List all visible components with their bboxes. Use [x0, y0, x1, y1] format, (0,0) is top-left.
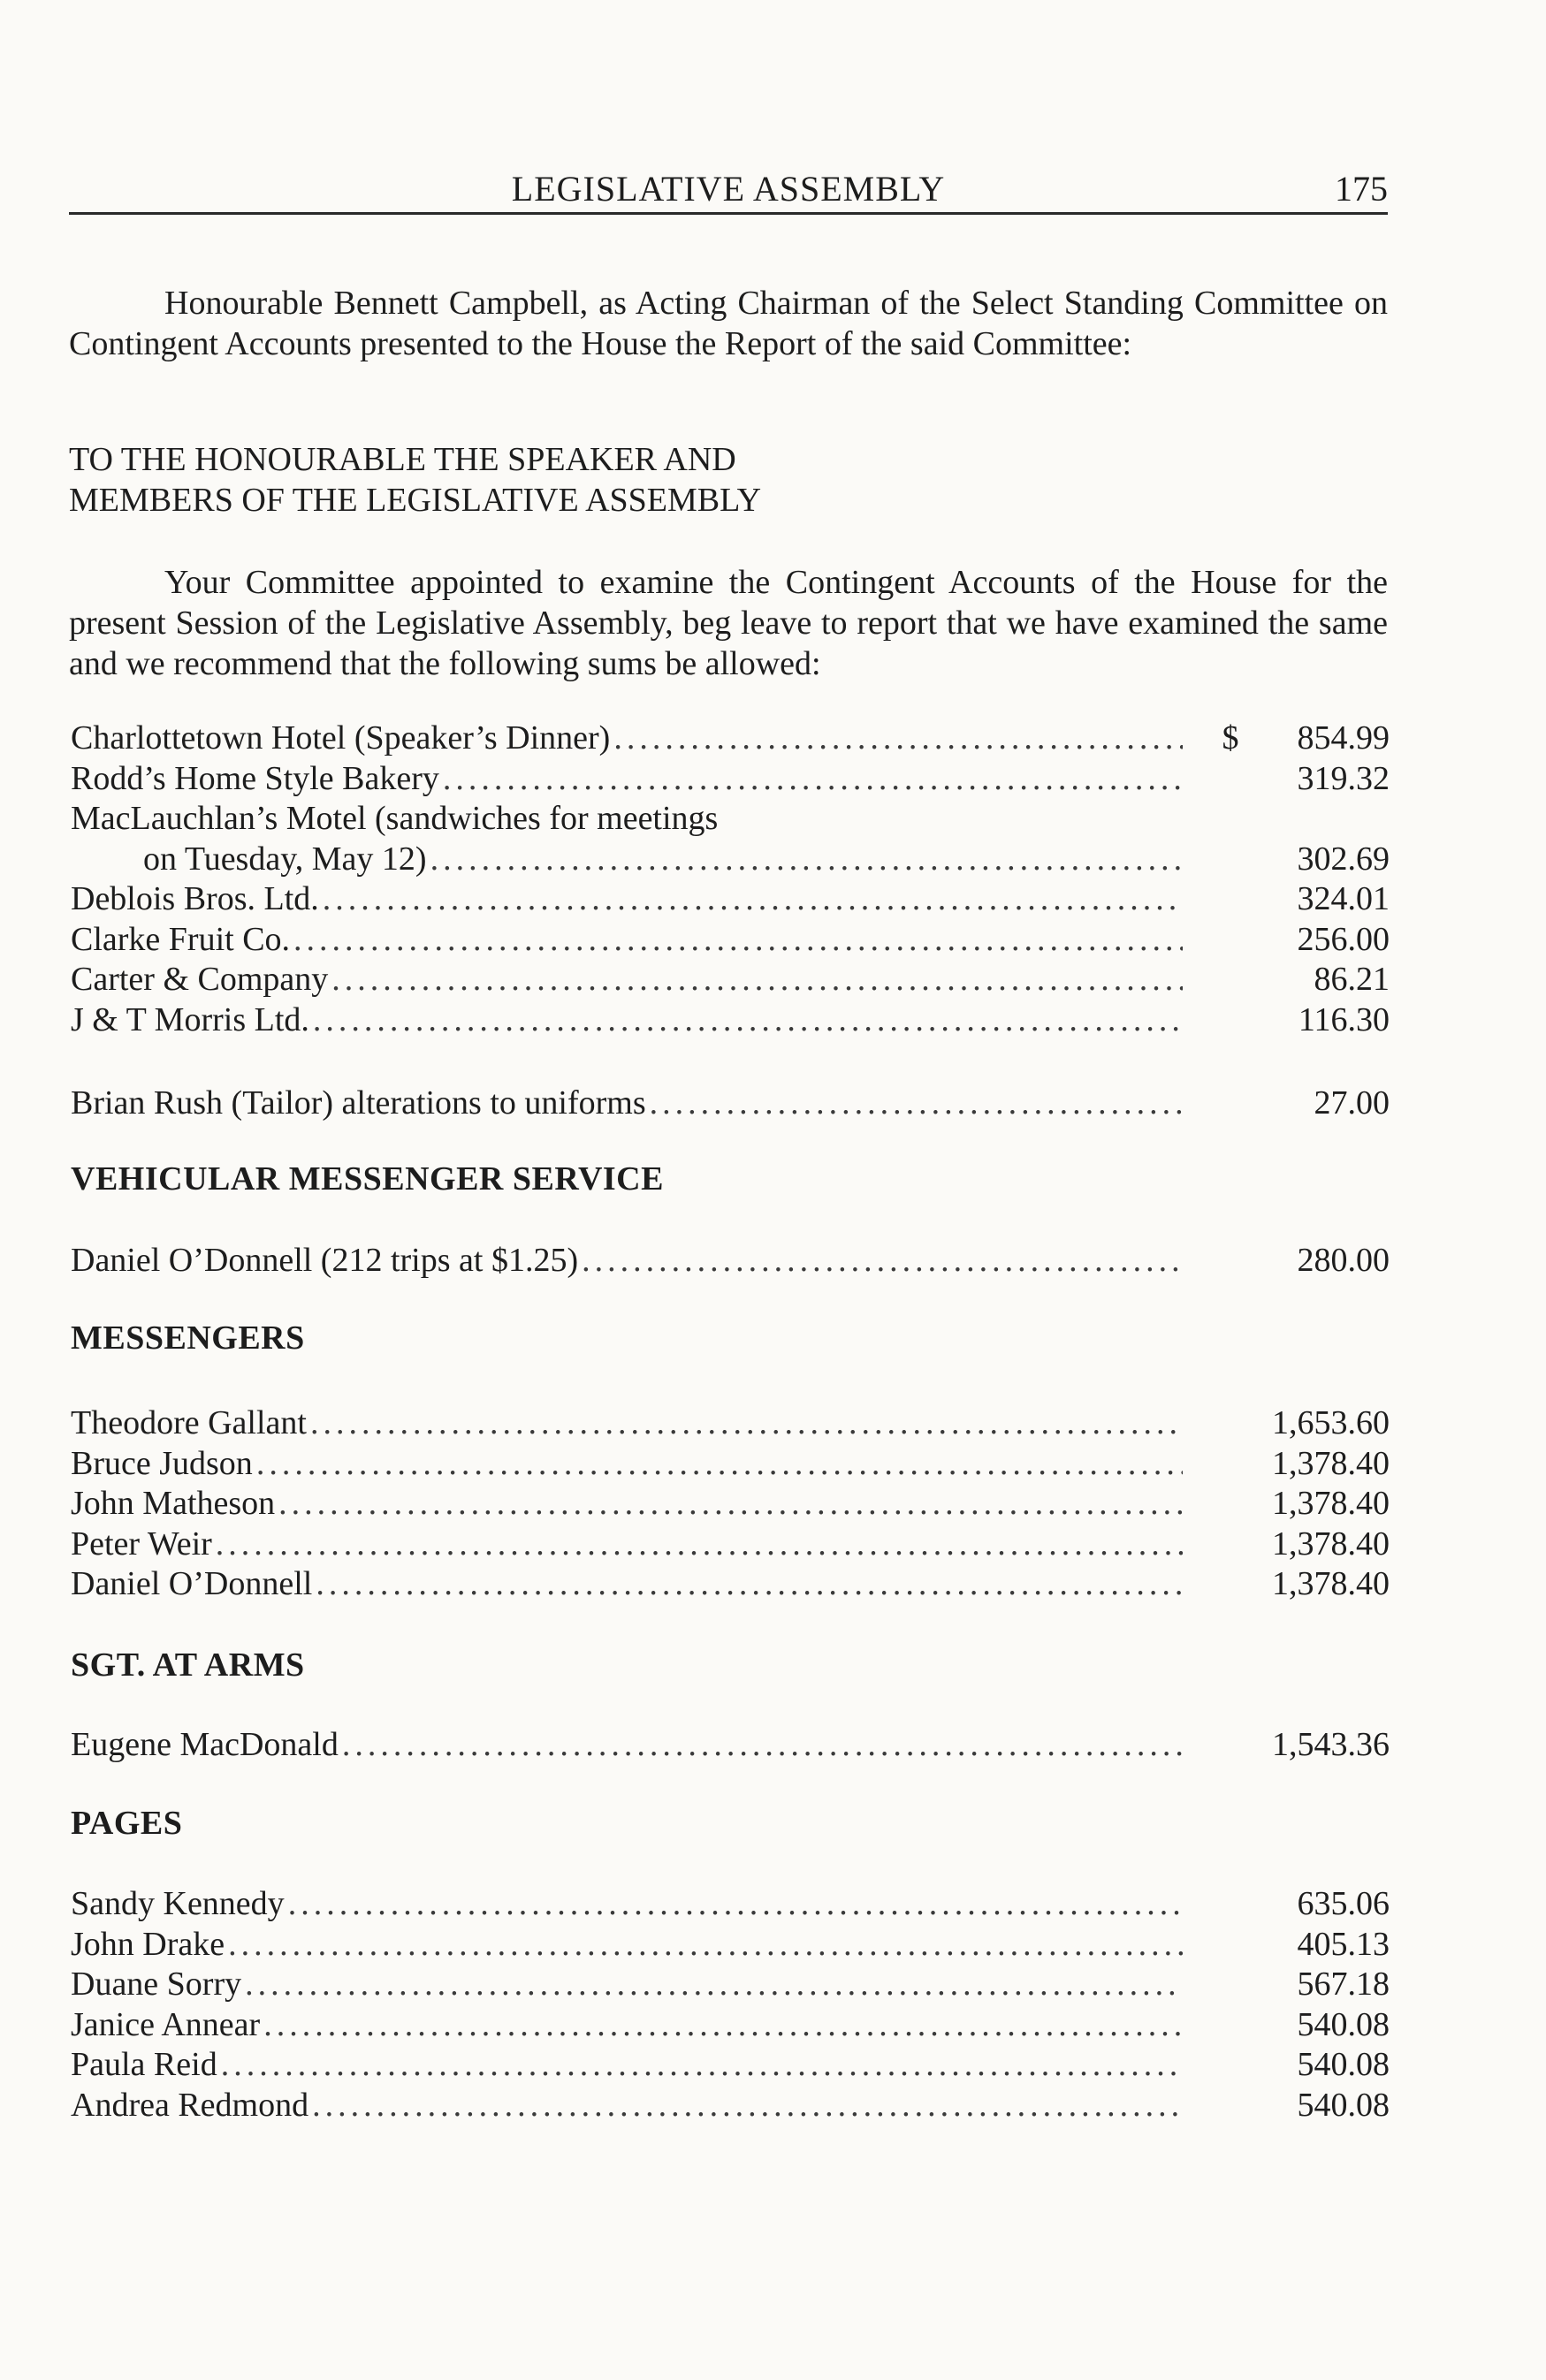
item-label: MacLauchlan’s Motel (sandwiches for meetings — [71, 800, 719, 837]
item-label: Paula Reid — [71, 2046, 217, 2083]
item-amount: 635.06 — [1297, 1885, 1390, 1922]
dot-leader — [312, 1564, 1183, 1605]
list-item — [71, 1241, 1390, 1281]
item-label: Brian Rush (Tailor) alterations to uniforms — [71, 1084, 646, 1122]
item-amount: 324.01 — [1297, 880, 1390, 917]
dot-leader — [241, 1965, 1183, 2005]
item-amount: 302.69 — [1297, 840, 1390, 878]
list-item — [71, 719, 1390, 759]
page-number: 175 — [1335, 169, 1388, 209]
item-label: Andrea Redmond — [71, 2086, 309, 2124]
item-amount: 319.32 — [1297, 759, 1390, 797]
item-label: J & T Morris Ltd. — [71, 1000, 309, 1038]
dot-leader — [328, 960, 1183, 1000]
dot-leader — [307, 1403, 1183, 1444]
list-item — [71, 1965, 1390, 2005]
dot-leader — [212, 1525, 1183, 1565]
dot-leader — [339, 1725, 1183, 1766]
item-amount: 116.30 — [1298, 1000, 1390, 1038]
item-amount: 86.21 — [1314, 961, 1390, 998]
item-amount: 1,378.40 — [1272, 1444, 1390, 1482]
accounts-list — [71, 719, 1390, 1040]
tailor-list — [71, 1084, 1390, 1124]
currency-symbol: $ — [1222, 719, 1239, 757]
item-label: Eugene MacDonald — [71, 1726, 339, 1763]
list-item — [71, 1444, 1390, 1485]
dot-leader — [225, 1925, 1183, 1966]
item-amount: 540.08 — [1297, 2086, 1390, 2124]
list-item — [71, 879, 1390, 920]
item-label: John Drake — [71, 1925, 225, 1963]
item-label: Sandy Kennedy — [71, 1885, 285, 1922]
item-amount: 280.00 — [1297, 1242, 1390, 1279]
item-label: Deblois Bros. Ltd. — [71, 880, 319, 917]
item-label: Carter & Company — [71, 961, 329, 998]
list-item — [71, 759, 1390, 800]
item-label: Peter Weir — [71, 1525, 212, 1563]
item-amount: 1,378.40 — [1272, 1525, 1390, 1563]
item-amount: 256.00 — [1297, 920, 1390, 958]
dot-leader — [578, 1241, 1183, 1281]
address-line-1: TO THE HONOURABLE THE SPEAKER AND — [69, 441, 736, 478]
list-item — [71, 1564, 1390, 1605]
dot-leader — [319, 879, 1183, 920]
item-label: Daniel O’Donnell — [71, 1565, 313, 1602]
item-label: Charlottetown Hotel (Speaker’s Dinner) — [71, 719, 611, 757]
address-block — [69, 439, 1388, 521]
section-heading-sgt-at-arms: SGT. AT ARMS — [71, 1646, 305, 1684]
pages-list — [71, 1884, 1390, 2125]
list-item — [71, 1925, 1390, 1966]
item-amount: 1,653.60 — [1272, 1404, 1390, 1441]
item-label: Duane Sorry — [71, 1966, 242, 2003]
item-amount: 540.08 — [1297, 2005, 1390, 2043]
list-item — [71, 1525, 1390, 1565]
list-item — [71, 1000, 1390, 1041]
list-item — [71, 799, 1390, 840]
item-amount: 854.99 — [1297, 719, 1390, 757]
item-amount: 1,378.40 — [1272, 1485, 1390, 1522]
section-heading-pages: PAGES — [71, 1805, 183, 1842]
list-item — [71, 1884, 1390, 1925]
intro-paragraph: Honourable Bennett Campbell, as Acting Chairman of the Select Standing Committee on Contingent Accounts presented to the House the Report of the said Committee: — [69, 285, 1388, 362]
dot-leader — [646, 1084, 1183, 1124]
list-item — [71, 1084, 1390, 1124]
item-label: Bruce Judson — [71, 1444, 253, 1482]
item-label: Daniel O’Donnell (212 trips at $1.25) — [71, 1242, 579, 1279]
dot-leader — [285, 1884, 1183, 1925]
list-item — [71, 1725, 1390, 1766]
item-label: Rodd’s Home Style Bakery — [71, 759, 439, 797]
dot-leader — [427, 840, 1183, 880]
running-header — [69, 168, 1388, 215]
list-item — [71, 1484, 1390, 1525]
item-label: John Matheson — [71, 1485, 276, 1522]
dot-leader — [309, 1000, 1183, 1041]
list-item — [71, 2005, 1390, 2046]
dot-leader — [439, 759, 1183, 800]
list-item — [71, 2045, 1390, 2086]
sgt-list — [71, 1725, 1390, 1766]
dot-leader — [260, 2005, 1183, 2046]
item-label: Janice Annear — [71, 2005, 261, 2043]
messengers-list — [71, 1403, 1390, 1605]
item-label: Clarke Fruit Co. — [71, 920, 291, 958]
header-title: LEGISLATIVE ASSEMBLY — [511, 169, 946, 209]
item-label: Theodore Gallant — [71, 1404, 307, 1441]
dot-leader — [253, 1444, 1183, 1485]
dot-leader — [610, 719, 1183, 759]
item-amount: 1,543.36 — [1272, 1726, 1390, 1763]
section-heading-vehicular: VEHICULAR MESSENGER SERVICE — [71, 1160, 664, 1198]
list-item — [71, 840, 1390, 880]
item-amount: 27.00 — [1314, 1084, 1390, 1122]
report-paragraph: Your Committee appointed to examine the Contingent Accounts of the House for the present Session of the Legislative Assembly, beg leave to report that we have examined the same and we recommend that the following sums be allowed: — [69, 564, 1388, 682]
item-amount: 1,378.40 — [1272, 1565, 1390, 1602]
list-item — [71, 1403, 1390, 1444]
address-line-2: MEMBERS OF THE LEGISLATIVE ASSEMBLY — [69, 482, 762, 519]
item-amount: 405.13 — [1297, 1925, 1390, 1963]
list-item — [71, 2086, 1390, 2126]
item-amount: 567.18 — [1297, 1966, 1390, 2003]
dot-leader — [290, 920, 1183, 961]
dot-leader — [217, 2045, 1183, 2086]
dot-leader — [308, 2086, 1183, 2126]
list-item — [71, 920, 1390, 961]
section-heading-messengers: MESSENGERS — [71, 1319, 305, 1357]
dot-leader — [275, 1484, 1183, 1525]
item-amount: 540.08 — [1297, 2046, 1390, 2083]
vehicular-list — [71, 1241, 1390, 1281]
item-label: on Tuesday, May 12) — [143, 840, 427, 878]
list-item — [71, 960, 1390, 1000]
